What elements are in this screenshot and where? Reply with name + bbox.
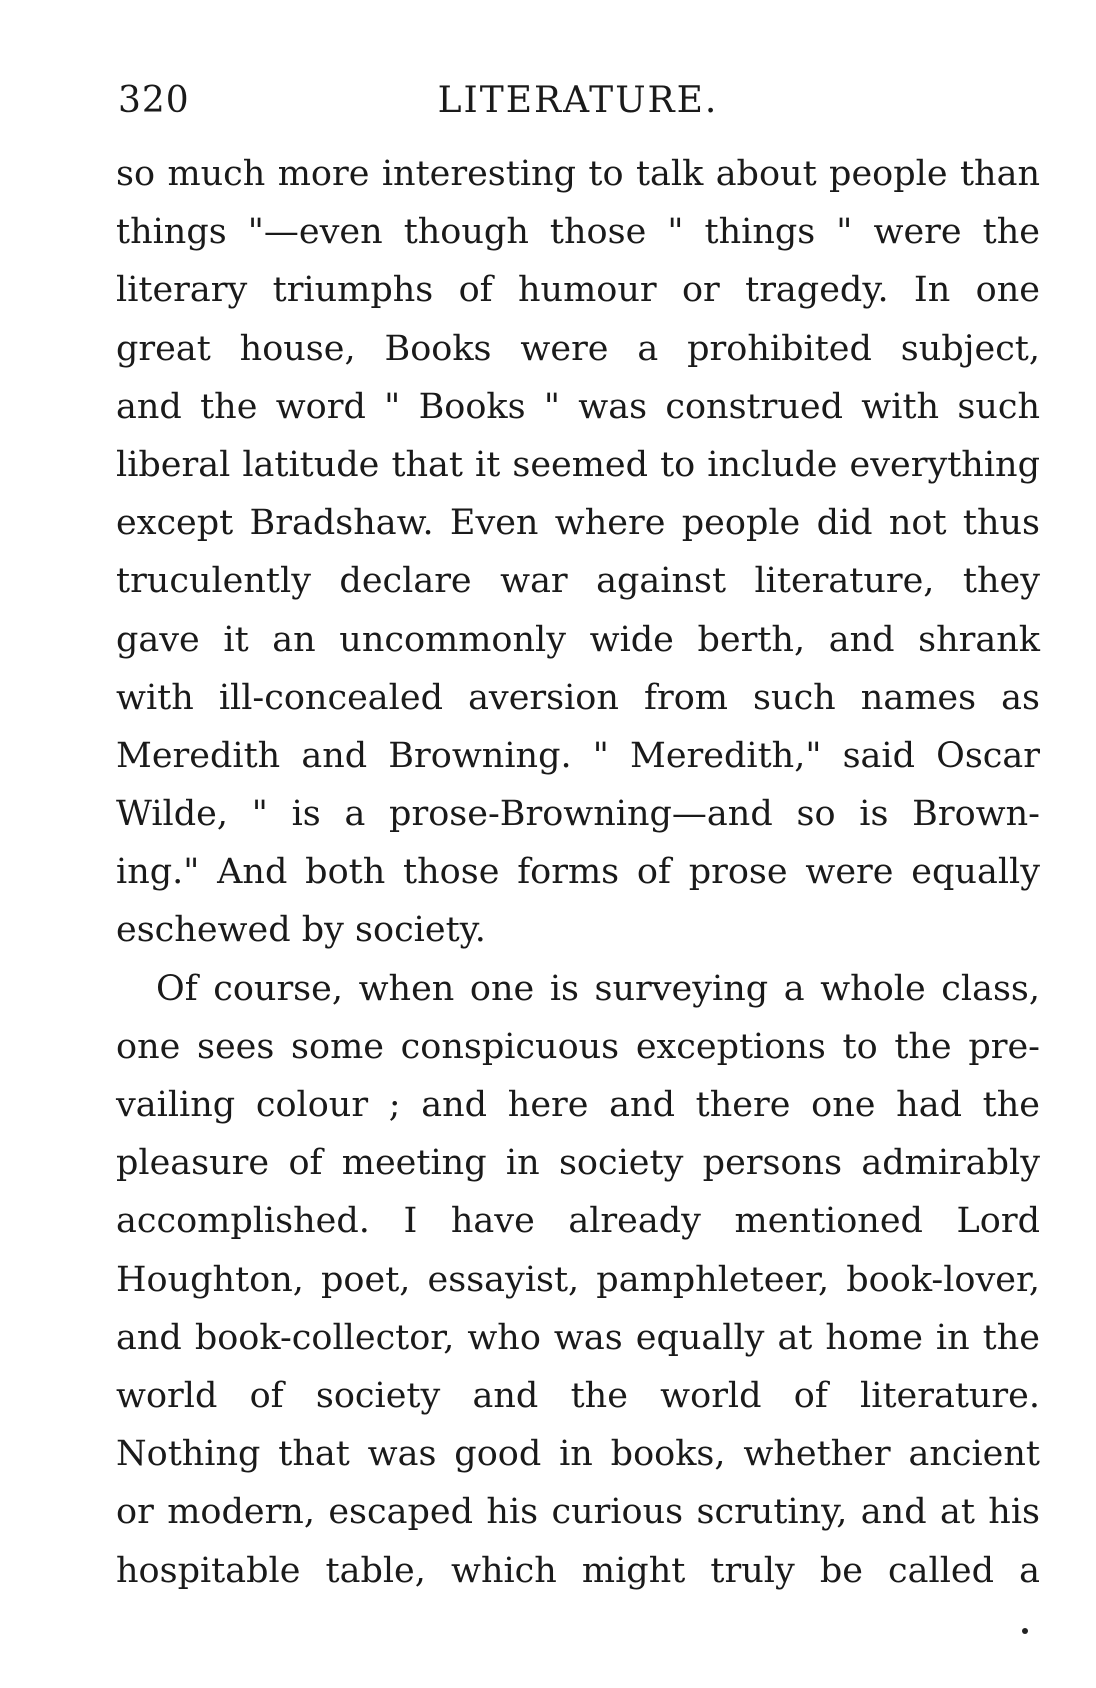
- ink-speck: [1022, 1628, 1028, 1634]
- text-line: except Bradshaw. Even where people did not thus: [116, 503, 1040, 544]
- page-header: [118, 80, 1038, 130]
- text-line: Houghton, poet, essayist, pamphleteer, book-lover,: [116, 1259, 1040, 1300]
- text-line: hospitable table, which might truly be called a: [116, 1550, 1040, 1591]
- text-line: eschewed by society.: [116, 910, 486, 951]
- text-line: Nothing that was good in books, whether ancient: [116, 1434, 1040, 1475]
- text-line: liberal latitude that it seemed to include everything: [116, 444, 1040, 485]
- text-line: and the word " Books " was construed with such: [116, 386, 1040, 427]
- text-line: great house, Books were a prohibited subject,: [116, 328, 1040, 369]
- text-line: or modern, escaped his curious scrutiny, and at his: [116, 1492, 1040, 1533]
- text-line: ing." And both those forms of prose were equally: [116, 852, 1040, 893]
- text-line: one sees some conspicuous exceptions to the pre-: [116, 1026, 1040, 1067]
- text-line: and book-collector, who was equally at home in the: [116, 1317, 1040, 1358]
- paragraph-2: [116, 960, 1040, 1600]
- paragraph-1: [116, 145, 1040, 960]
- text-line: vailing colour ; and here and there one had the: [116, 1085, 1040, 1125]
- text-line: Meredith and Browning. " Meredith," said Oscar: [116, 735, 1040, 776]
- text-line: literary triumphs of humour or tragedy. In one: [116, 270, 1040, 311]
- text-line: gave it an uncommonly wide berth, and shrank: [116, 619, 1040, 660]
- text-line: Of course, when one is surveying a whole class,: [156, 968, 1040, 1009]
- text-line: with ill-concealed aversion from such names as: [116, 677, 1040, 718]
- text-line: truculently declare war against literature, they: [116, 561, 1040, 602]
- text-line: so much more interesting to talk about people than: [116, 154, 1040, 194]
- text-line: accomplished. I have already mentioned Lord: [116, 1201, 1040, 1242]
- text-line: world of society and the world of literature.: [116, 1375, 1040, 1416]
- text-line: things "—even though those " things " were the: [116, 212, 1040, 253]
- body-text: [116, 145, 1040, 1600]
- page-number: 320: [118, 80, 190, 121]
- running-title: LITERATURE.: [437, 80, 719, 121]
- text-line: Wilde, " is a prose-Browning—and so is Brown-: [116, 794, 1040, 835]
- text-line: pleasure of meeting in society persons admirably: [116, 1143, 1040, 1184]
